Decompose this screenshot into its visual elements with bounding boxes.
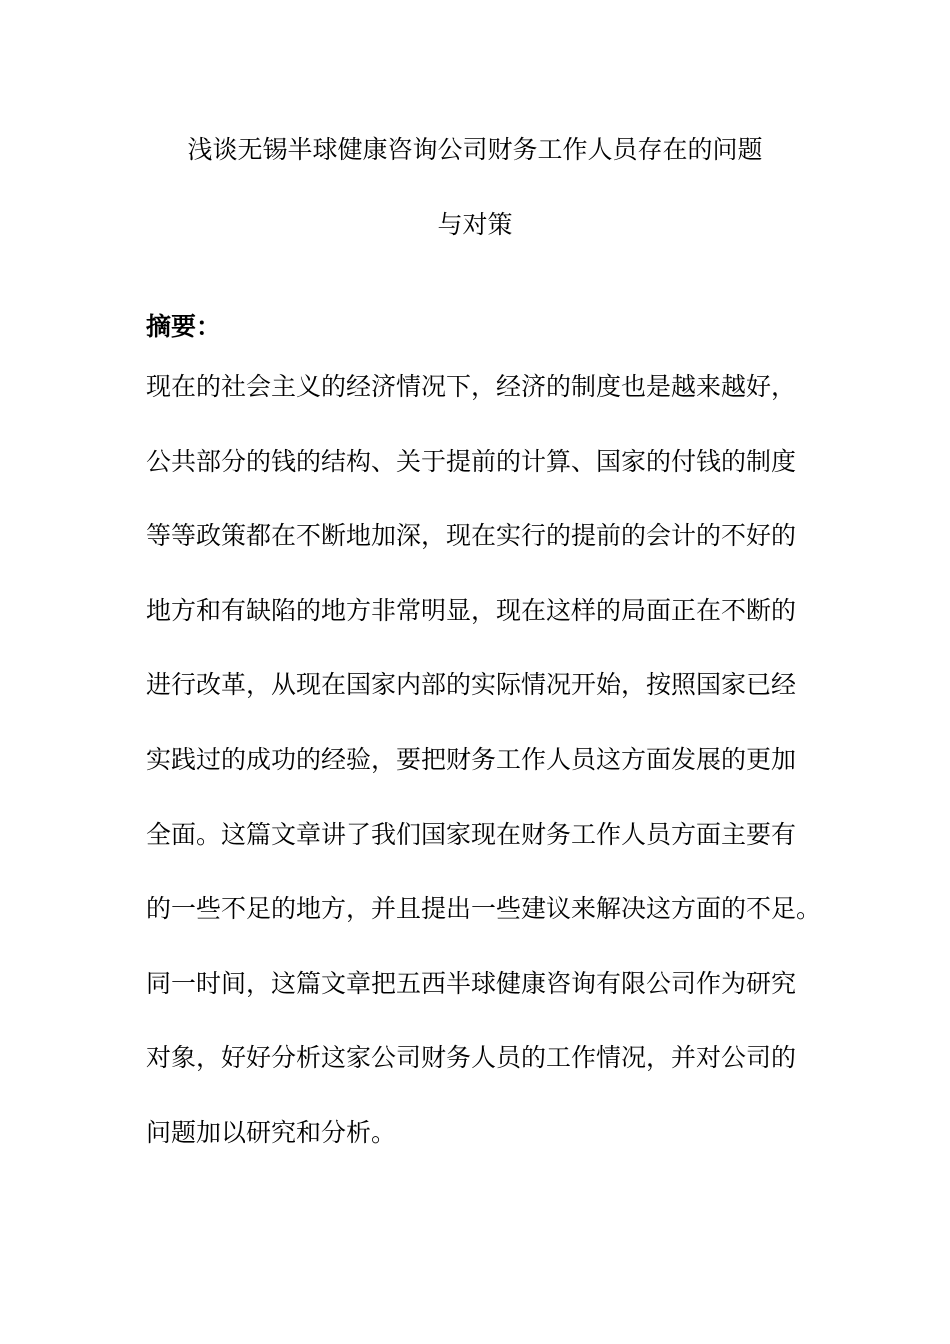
abstract-line: 的一些不足的地方，并且提出一些建议来解决这方面的不足。 — [146, 894, 822, 924]
abstract-line: 地方和有缺陷的地方非常明显，现在这样的局面正在不断的 — [146, 595, 797, 625]
abstract-line: 同一时间，这篇文章把五西半球健康咨询有限公司作为研究 — [146, 968, 797, 998]
document-title-line-2: 与对策 — [437, 210, 513, 239]
document-title-line-1: 浅谈无锡半球健康咨询公司财务工作人员存在的问题 — [187, 135, 763, 164]
abstract-body — [146, 370, 836, 1191]
abstract-line: 进行改革，从现在国家内部的实际情况开始，按照国家已经 — [146, 670, 797, 700]
abstract-line: 全面。这篇文章讲了我们国家现在财务工作人员方面主要有 — [146, 819, 797, 849]
abstract-line: 问题加以研究和分析。 — [146, 1117, 397, 1147]
abstract-line: 实践过的成功的经验，要把财务工作人员这方面发展的更加 — [146, 744, 797, 774]
abstract-line: 等等政策都在不断地加深，现在实行的提前的会计的不好的 — [146, 521, 797, 551]
abstract-line: 现在的社会主义的经济情况下，经济的制度也是越来越好， — [146, 372, 797, 401]
abstract-line: 对象，好好分析这家公司财务人员的工作情况，并对公司的 — [146, 1043, 797, 1073]
abstract-line: 公共部分的钱的结构、关于提前的计算、国家的付钱的制度 — [146, 446, 797, 476]
abstract-heading: 摘要： — [146, 312, 222, 341]
